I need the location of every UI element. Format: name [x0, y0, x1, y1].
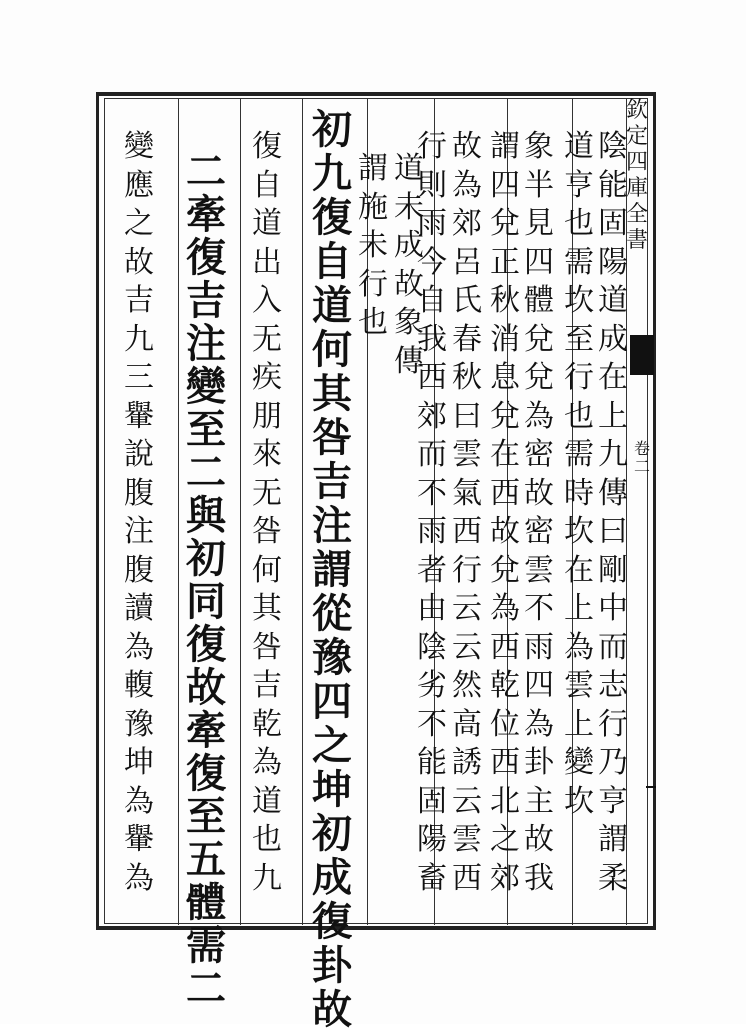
text-column-11: 二 牽 復 吉 注 變 至 二 與 初 同 復 故 牽 復 至 五 體 需 二: [186, 148, 226, 1012]
text-column-7: 道 未 成 故 象 傳: [394, 151, 424, 379]
text-column-12: 變 應 之 故 吉 九 三 轝 說 腹 注 腹 讀 為 輹 豫 坤 為 轝 為: [124, 129, 154, 896]
margin-title: 欽 定 四 庫 全 書: [626, 98, 649, 253]
column-rule: [240, 99, 241, 925]
text-column-5: 故 為 郊 呂 氏 春 秋 曰 雲 氣 西 行 云 云 然 高 誘 云 雲 西: [452, 129, 482, 896]
text-column-3: 象 半 見 四 體 兌 兌 為 密 故 密 雲 不 雨 四 為 卦 主 故 我: [524, 129, 554, 896]
text-column-9: 初 九 復 自 道 何 其 咎 吉 注 謂 從 豫 四 之 坤 初 成 復 卦 故: [312, 106, 352, 1033]
text-column-6: 行 則 雨 今 自 我 西 郊 而 不 雨 者 由 陰 劣 不 能 固 陽 畜: [417, 129, 447, 896]
text-column-2: 道 亨 也 需 坎 至 行 也 需 時 坎 在 上 為 雲 上 變 坎: [564, 129, 594, 819]
fish-tail-mark: [630, 335, 654, 375]
text-column-10: 復 自 道 出 入 无 疾 朋 來 无 咎 何 其 咎 吉 乾 為 道 也 九: [252, 129, 282, 896]
text-column-1: 陰 能 固 陽 道 成 在 上 九 傳 曰 剛 中 而 志 行 乃 亨 謂 柔: [598, 129, 628, 896]
volume-label: 卷 二: [634, 439, 651, 476]
gutter-tick: [646, 786, 656, 788]
text-column-8: 謂 施 未 行 也: [358, 151, 388, 340]
column-rule: [302, 99, 303, 925]
text-column-4: 謂 四 兌 正 秋 消 息 兌 在 西 故 兌 為 西 乾 位 西 北 之 郊: [490, 129, 520, 896]
column-rule: [178, 99, 179, 925]
